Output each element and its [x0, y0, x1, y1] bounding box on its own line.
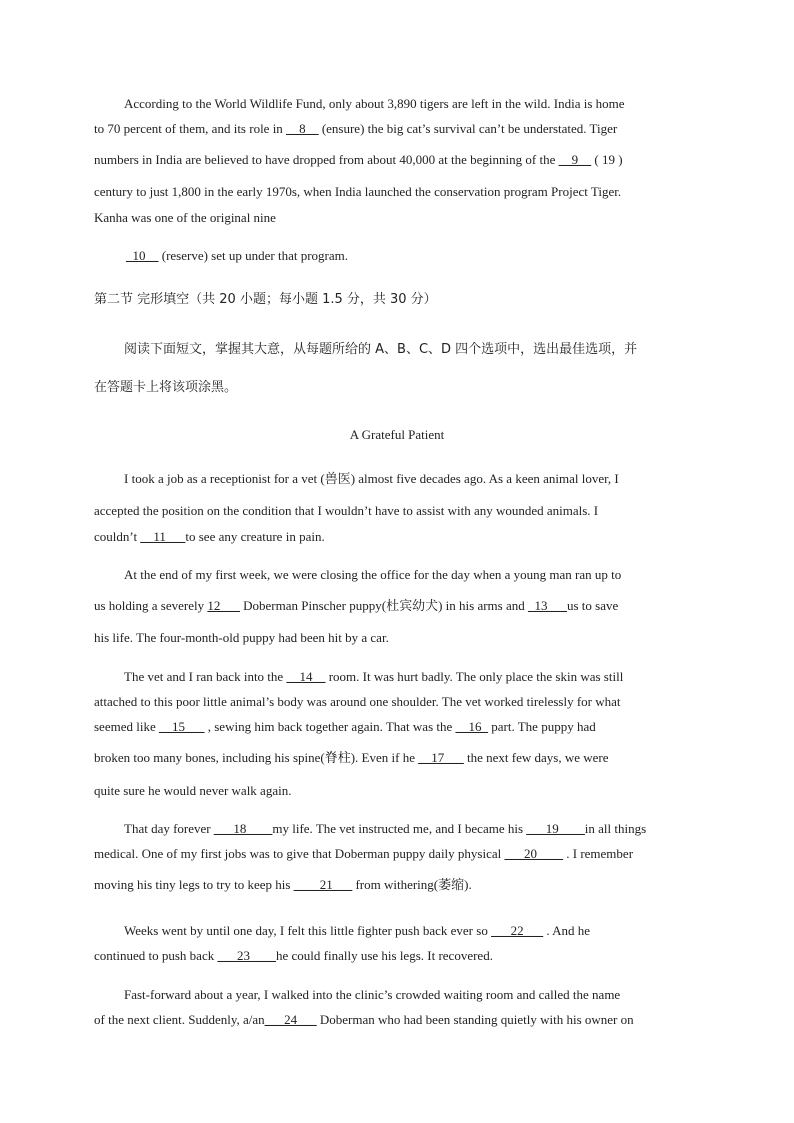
- passage-line: [94, 750, 608, 766]
- blank-12[interactable]: 12___: [207, 598, 240, 613]
- blank-17[interactable]: __17___: [418, 750, 464, 765]
- blank-8[interactable]: __8__: [286, 121, 319, 136]
- blank-9[interactable]: __9__: [558, 152, 592, 167]
- section-heading: [94, 292, 437, 308]
- passage-line: [94, 598, 618, 614]
- text: That day forever: [124, 821, 214, 836]
- text: room. It was hurt badly. The only place the skin was still: [325, 669, 624, 684]
- text: 第二节 完形填空（共 20 小题；每小题 1.5 分，共 30 分）: [94, 292, 437, 307]
- text: us holding a severely: [94, 598, 208, 613]
- blank-16[interactable]: __16_: [455, 719, 489, 734]
- blank-11[interactable]: __11___: [140, 529, 186, 544]
- text: . And he: [543, 923, 591, 938]
- passage-line: [94, 630, 389, 646]
- text: Doberman who had been standing quietly with his owner on: [316, 1012, 634, 1027]
- blank-23[interactable]: ___23____: [217, 948, 276, 963]
- passage-line: [124, 821, 646, 837]
- blank-20[interactable]: ___20____: [504, 846, 563, 861]
- passage-line: [124, 923, 590, 939]
- passage-line: [94, 694, 621, 710]
- passage-line: [94, 719, 596, 735]
- blank-15[interactable]: __15___: [158, 719, 205, 734]
- text: Fast-forward about a year, I walked into the clinic’s crowded waiting room and called the name: [124, 987, 621, 1002]
- text: the next few days, we were: [463, 750, 609, 765]
- passage-line: [94, 152, 623, 168]
- text: ( 19 ): [591, 152, 623, 167]
- text: , sewing him back together again. That was the: [204, 719, 456, 734]
- text: quite sure he would never walk again.: [94, 783, 292, 798]
- text: couldn’t: [94, 529, 141, 544]
- text: accepted the position on the condition that I wouldn’t have to assist with any wounded animals. I: [94, 503, 599, 518]
- text: seemed like: [94, 719, 159, 734]
- text: At the end of my first week, we were closing the office for the day when a young man ran up to: [124, 567, 622, 582]
- text: attached to this poor little animal’s body was around one shoulder. The vet worked tirelessly for what: [94, 694, 621, 709]
- blank-22[interactable]: ___22___: [491, 923, 544, 938]
- passage-line: [94, 503, 598, 519]
- text: he could finally use his legs. It recovered.: [275, 948, 493, 963]
- text: Kanha was one of the original nine: [94, 210, 276, 225]
- text: of the next client. Suddenly, a/an: [94, 1012, 265, 1027]
- passage-line: [126, 248, 348, 264]
- passage-line: [94, 948, 493, 964]
- text: broken too many bones, including his spine(脊柱). Even if he: [94, 750, 419, 765]
- text: 在答题卡上将该项涂黑。: [94, 380, 238, 395]
- text: to 70 percent of them, and its role in: [94, 121, 287, 136]
- passage-line: [94, 846, 633, 862]
- text: Weeks went by until one day, I felt this little fighter push back ever so: [124, 923, 492, 938]
- blank-14[interactable]: __14__: [286, 669, 326, 684]
- passage-line: [124, 987, 620, 1003]
- passage-line: [94, 1012, 634, 1028]
- text: from withering(萎缩).: [352, 877, 472, 892]
- text: in all things: [584, 821, 647, 836]
- text: continued to push back: [94, 948, 218, 963]
- text: According to the World Wildlife Fund, only about 3,890 tigers are left in the wild. India is home: [124, 96, 625, 111]
- passage-line: [94, 783, 291, 799]
- text: us to save: [567, 598, 619, 613]
- text: medical. One of my first jobs was to give that Doberman puppy daily physical: [94, 846, 505, 861]
- passage-line: [94, 121, 617, 137]
- text: my life. The vet instructed me, and I became his: [272, 821, 527, 836]
- passage-line: [94, 184, 621, 200]
- text: 阅读下面短文，掌握其大意，从每题所给的 A、B、C、D 四个选项中，选出最佳选项，并: [124, 342, 638, 357]
- text: The vet and I ran back into the: [124, 669, 287, 684]
- text: (ensure) the big cat’s survival can’t be understated. Tiger: [318, 121, 618, 136]
- passage-line: [94, 210, 276, 226]
- text: Doberman Pinscher puppy(杜宾幼犬) in his arms and: [239, 598, 528, 613]
- text: moving his tiny legs to try to keep his: [94, 877, 294, 892]
- text: . I remember: [563, 846, 634, 861]
- text: I took a job as a receptionist for a vet (兽医) almost five decades ago. As a keen animal lover, I: [124, 471, 619, 486]
- passage-line: [94, 529, 325, 545]
- text: his life. The four-month-old puppy had been hit by a car.: [94, 630, 389, 645]
- passage-line: [124, 567, 621, 583]
- text: (reserve) set up under that program.: [158, 248, 349, 263]
- blank-24[interactable]: ___24___: [264, 1012, 317, 1027]
- passage-title: A Grateful Patient: [349, 427, 445, 442]
- instruction-line: [124, 342, 637, 358]
- text: to see any creature in pain.: [185, 529, 325, 544]
- blank-10[interactable]: _10__: [126, 248, 159, 263]
- passage-line: [124, 96, 625, 112]
- text: part. The puppy had: [488, 719, 596, 734]
- blank-13[interactable]: _13___: [528, 598, 567, 613]
- text: century to just 1,800 in the early 1970s, when India launched the conservation program Project Tiger.: [94, 184, 622, 199]
- passage-line: [124, 471, 619, 487]
- instruction-line: [94, 380, 237, 396]
- blank-19[interactable]: ___19____: [526, 821, 585, 836]
- text: numbers in India are believed to have dropped from about 40,000 at the beginning of the: [94, 152, 559, 167]
- passage-line: [94, 877, 472, 893]
- blank-21[interactable]: ____21___: [293, 877, 353, 892]
- blank-18[interactable]: ___18____: [213, 821, 273, 836]
- passage-line: [124, 669, 623, 685]
